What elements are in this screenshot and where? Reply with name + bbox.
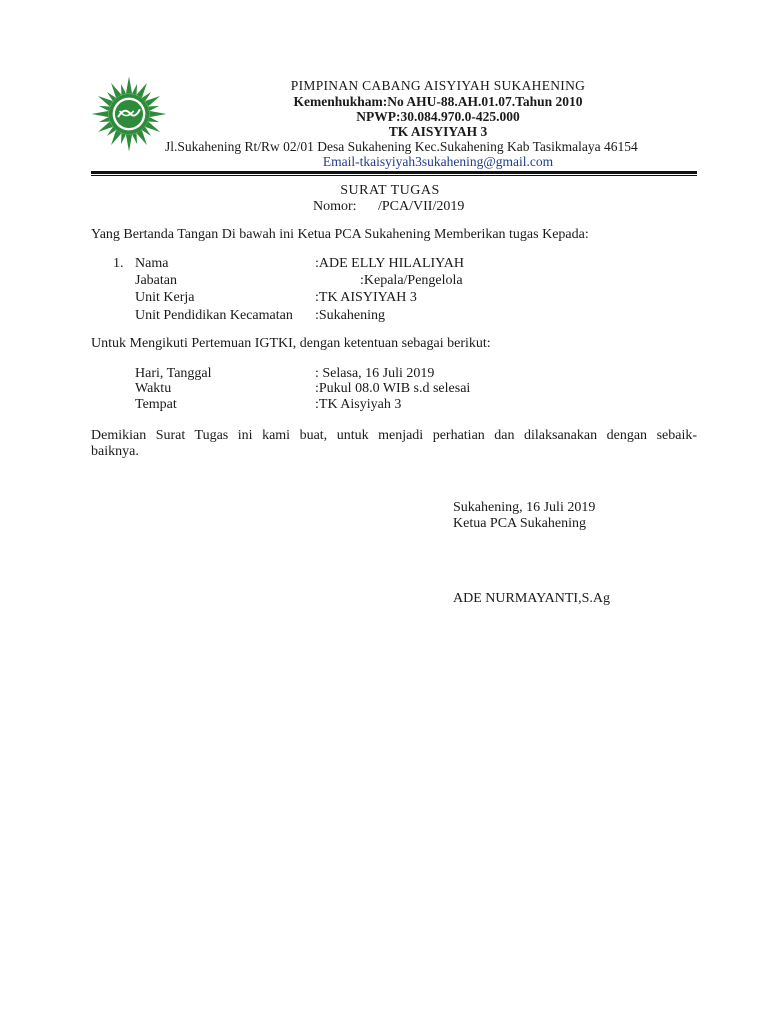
closing-paragraph-line2: baiknya. [91,444,139,459]
org-name: PIMPINAN CABANG AISYIYAH SUKAHENING [290,78,586,93]
schedule-value-time: :Pukul 08.0 WIB s.d selesai [315,381,471,396]
number-label: Nomor: [313,199,357,214]
signer-name: ADE NURMAYANTI,S.Ag [453,591,610,606]
header-divider-thin [91,175,697,176]
header-divider [91,171,697,174]
list-index: 1. [113,256,124,271]
schedule-label-date: Hari, Tanggal [135,366,212,381]
decree-number: Kemenhukham:No AHU-88.AH.01.07.Tahun 2010 [293,94,583,109]
person-label-district: Unit Pendidikan Kecamatan [135,308,293,323]
school-name: TK AISYIYAH 3 [388,124,488,139]
closing-paragraph-line1: Demikian Surat Tugas ini kami buat, untuk menjadi perhatian dan dilaksanakan dengan sebaik- [91,428,697,443]
person-label-unit: Unit Kerja [135,290,195,305]
place-date: Sukahening, 16 Juli 2019 [453,500,596,515]
person-value-unit: :TK AISYIYAH 3 [315,290,417,305]
schedule-value-place: :TK Aisyiyah 3 [315,397,402,412]
schedule-value-date: : Selasa, 16 Juli 2019 [315,366,435,381]
schedule-label-place: Tempat [135,397,177,412]
schedule-label-time: Waktu [135,381,172,396]
person-label-position: Jabatan [135,273,177,288]
email-line: Email-tkaisyiyah3sukahening@gmail.com [322,154,554,169]
person-label-name: Nama [135,256,169,271]
signer-title: Ketua PCA Sukahening [453,516,586,531]
letter-title: SURAT TUGAS [340,183,440,198]
purpose-paragraph: Untuk Mengikuti Pertemuan IGTKI, dengan ketentuan sebagai berikut: [91,336,491,351]
address-line: Jl.Sukahening Rt/Rw 02/01 Desa Sukahening Kec.Sukahening Kab Tasikmalaya 46154 [165,139,638,154]
person-value-position: :Kepala/Pengelola [360,273,463,288]
npwp-number: NPWP:30.084.970.0-425.000 [356,109,520,124]
number-value: /PCA/VII/2019 [378,199,465,214]
person-value-district: :Sukahening [315,308,385,323]
intro-paragraph: Yang Bertanda Tangan Di bawah ini Ketua PCA Sukahening Memberikan tugas Kepada: [91,227,589,242]
person-value-name: :ADE ELLY HILALIYAH [315,256,464,271]
